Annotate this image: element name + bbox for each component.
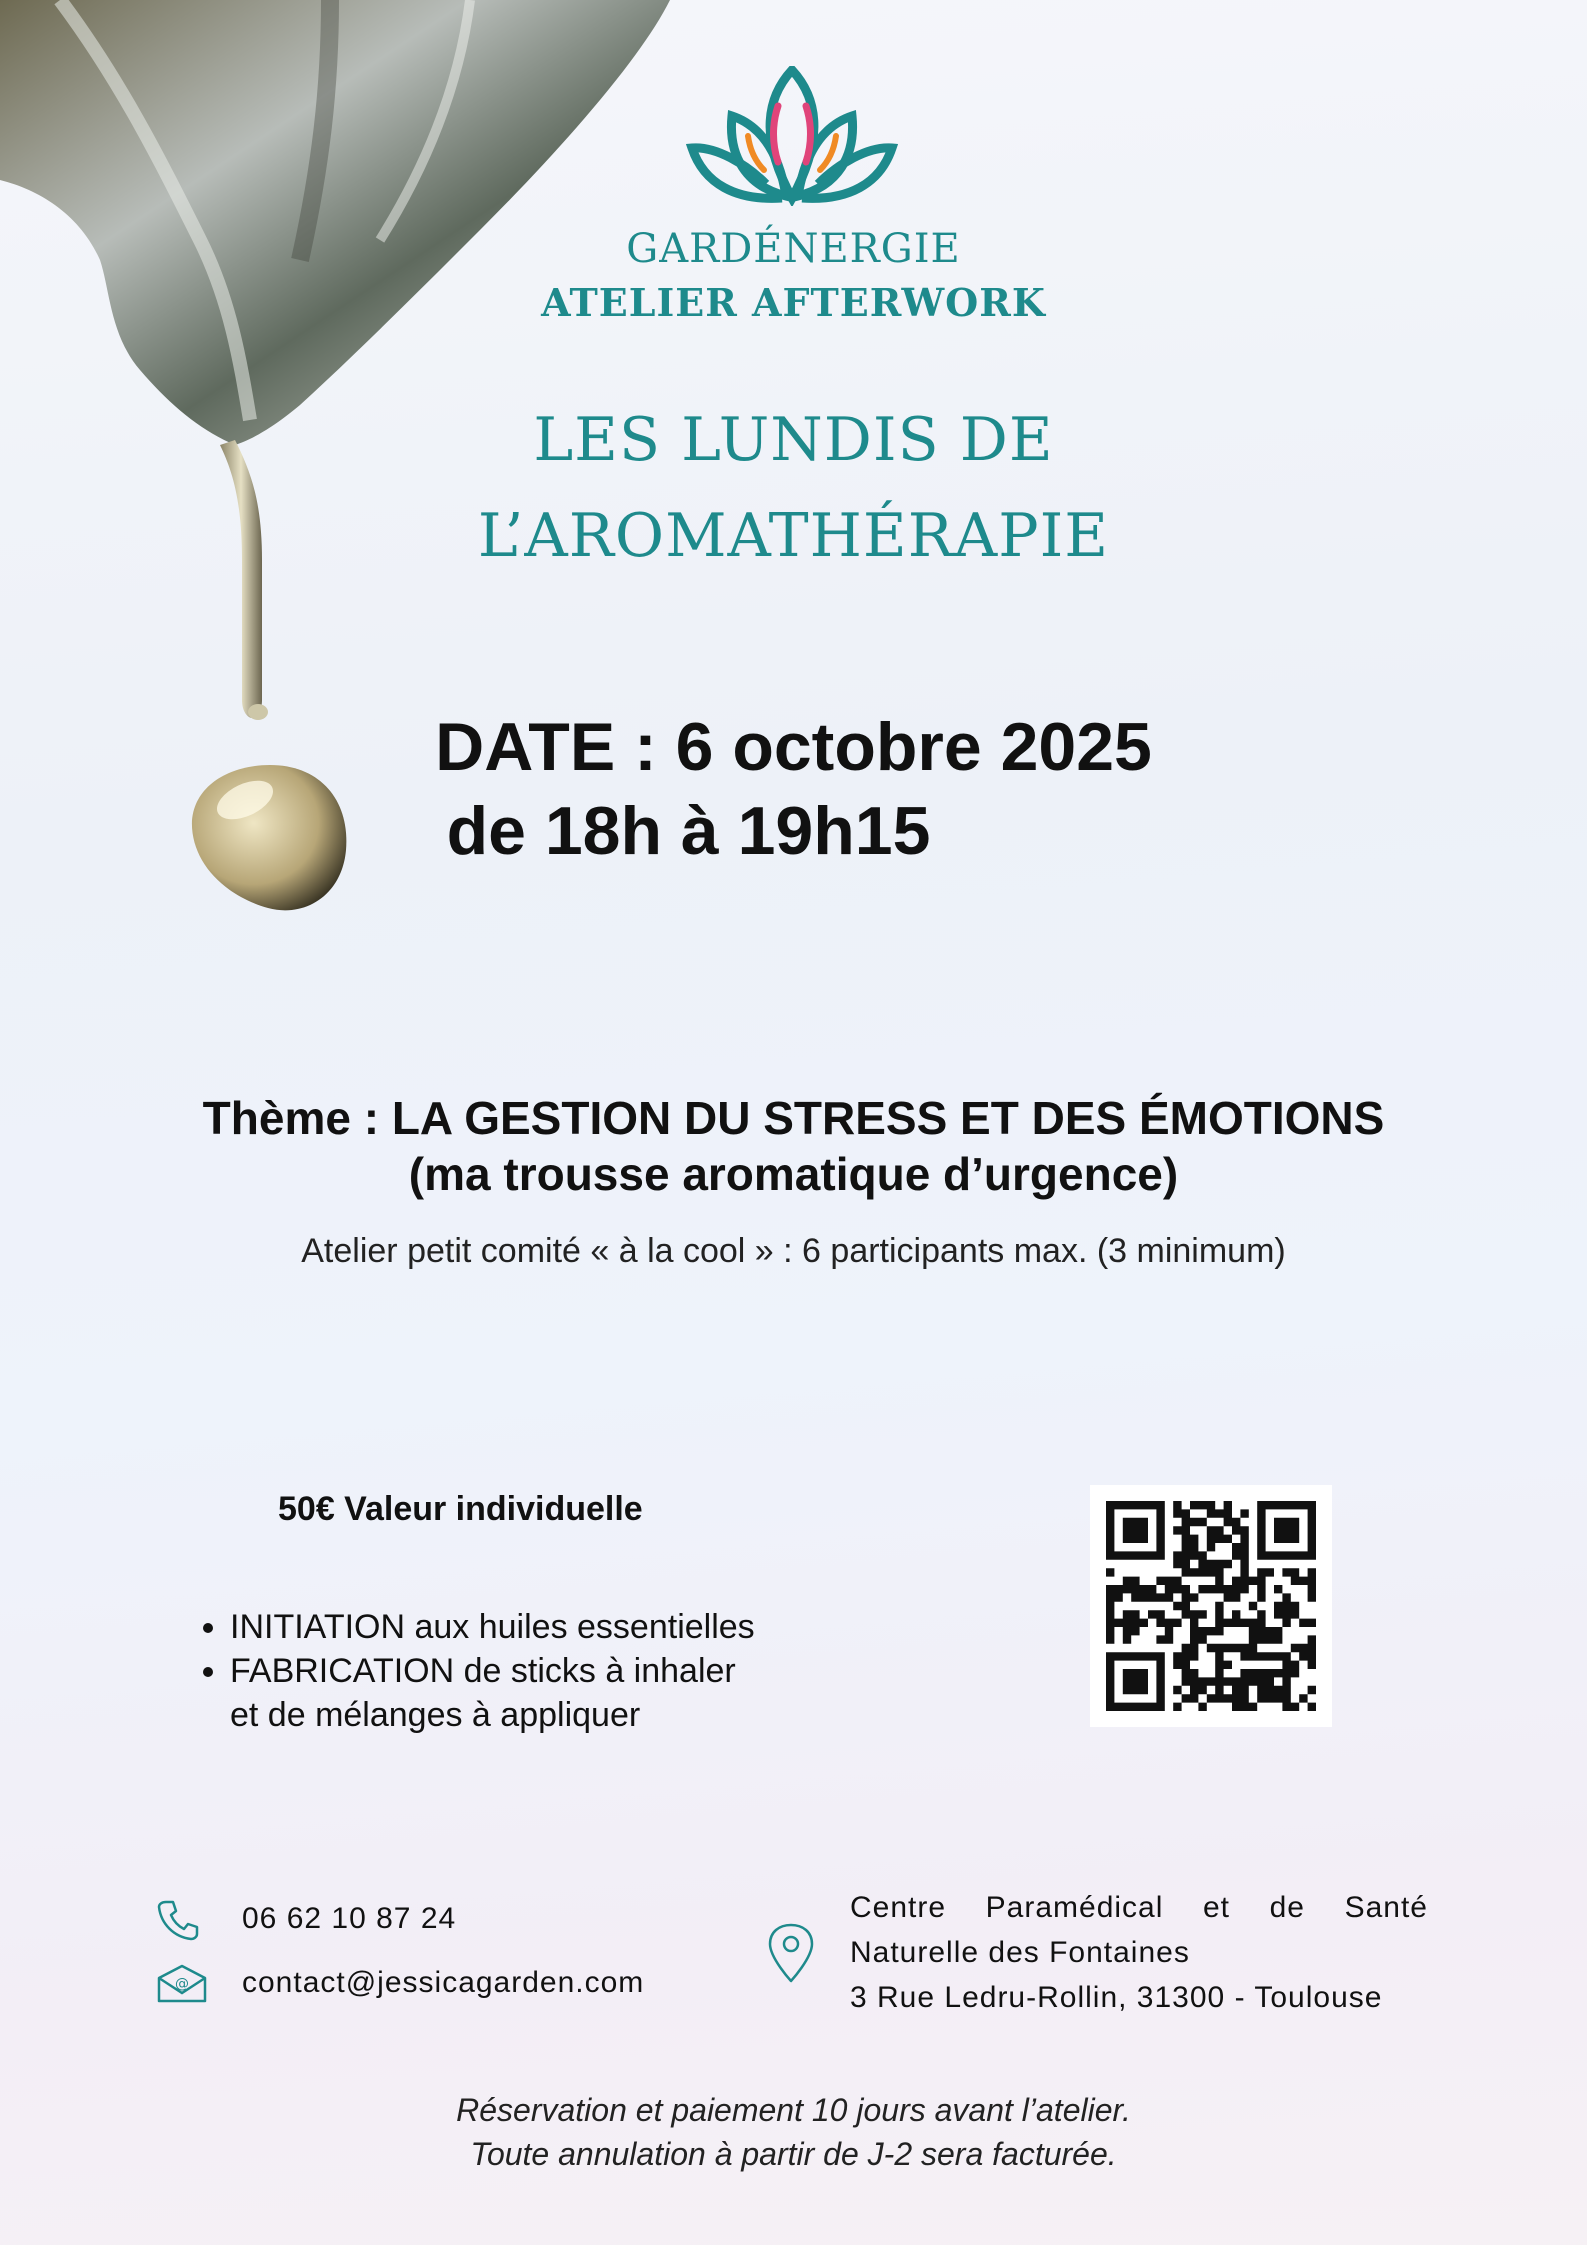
lotus-icon — [686, 66, 898, 206]
footer-line-2: Toute annulation à partir de J-2 sera facturée. — [470, 2136, 1117, 2172]
title-line-1: LES LUNDIS DE — [533, 405, 1054, 475]
list-item: • INITIATION aux huiles essentielles — [230, 1605, 755, 1649]
address-line: Naturelle des Fontaines — [850, 1936, 1190, 1969]
phone-number[interactable]: 06 62 10 87 24 — [242, 1902, 457, 1935]
price-label: 50€ Valeur individuelle — [278, 1490, 643, 1528]
theme-line-2: (ma trousse aromatique d’urgence) — [408, 1148, 1179, 1200]
svg-text:@: @ — [175, 1976, 189, 1992]
date-line: DATE : 6 octobre 2025 — [435, 709, 1152, 785]
theme-block — [0, 1090, 1587, 1202]
event-date — [0, 705, 1587, 873]
list-item-continuation: et de mélanges à appliquer — [230, 1696, 641, 1734]
participants-note: Atelier petit comité « à la cool » : 6 participants max. (3 minimum) — [301, 1232, 1286, 1270]
email-address[interactable]: contact@jessicagarden.com — [242, 1966, 645, 1999]
footer-line-1: Réservation et paiement 10 jours avant l’atelier. — [456, 2092, 1131, 2128]
list-item: • FABRICATION de sticks à inhaler — [230, 1649, 755, 1693]
brand-name: GARDÉNERGIE — [626, 226, 961, 272]
address-block — [850, 1885, 1428, 2020]
title-line-2: L’AROMATHÉRAPIE — [477, 501, 1110, 571]
page-title — [0, 392, 1587, 584]
qr-code[interactable] — [1090, 1485, 1332, 1727]
address-line: 3 Rue Ledru-Rollin, 31300 - Toulouse — [850, 1981, 1383, 2014]
qr-code-graphic — [1090, 1485, 1332, 1727]
brand-subtitle: ATELIER AFTERWORK — [541, 280, 1046, 325]
phone-icon — [156, 1898, 200, 1942]
offer-list — [190, 1605, 755, 1737]
footer-note — [0, 2088, 1587, 2176]
address-line: Centre Paramédical et de Santé — [850, 1891, 1428, 1924]
time-line: de 18h à 19h15 — [446, 793, 931, 869]
map-pin-icon — [766, 1922, 816, 1984]
theme-line-1: Thème : LA GESTION DU STRESS ET DES ÉMOTIONS — [202, 1092, 1385, 1144]
envelope-icon — [156, 1964, 208, 2004]
